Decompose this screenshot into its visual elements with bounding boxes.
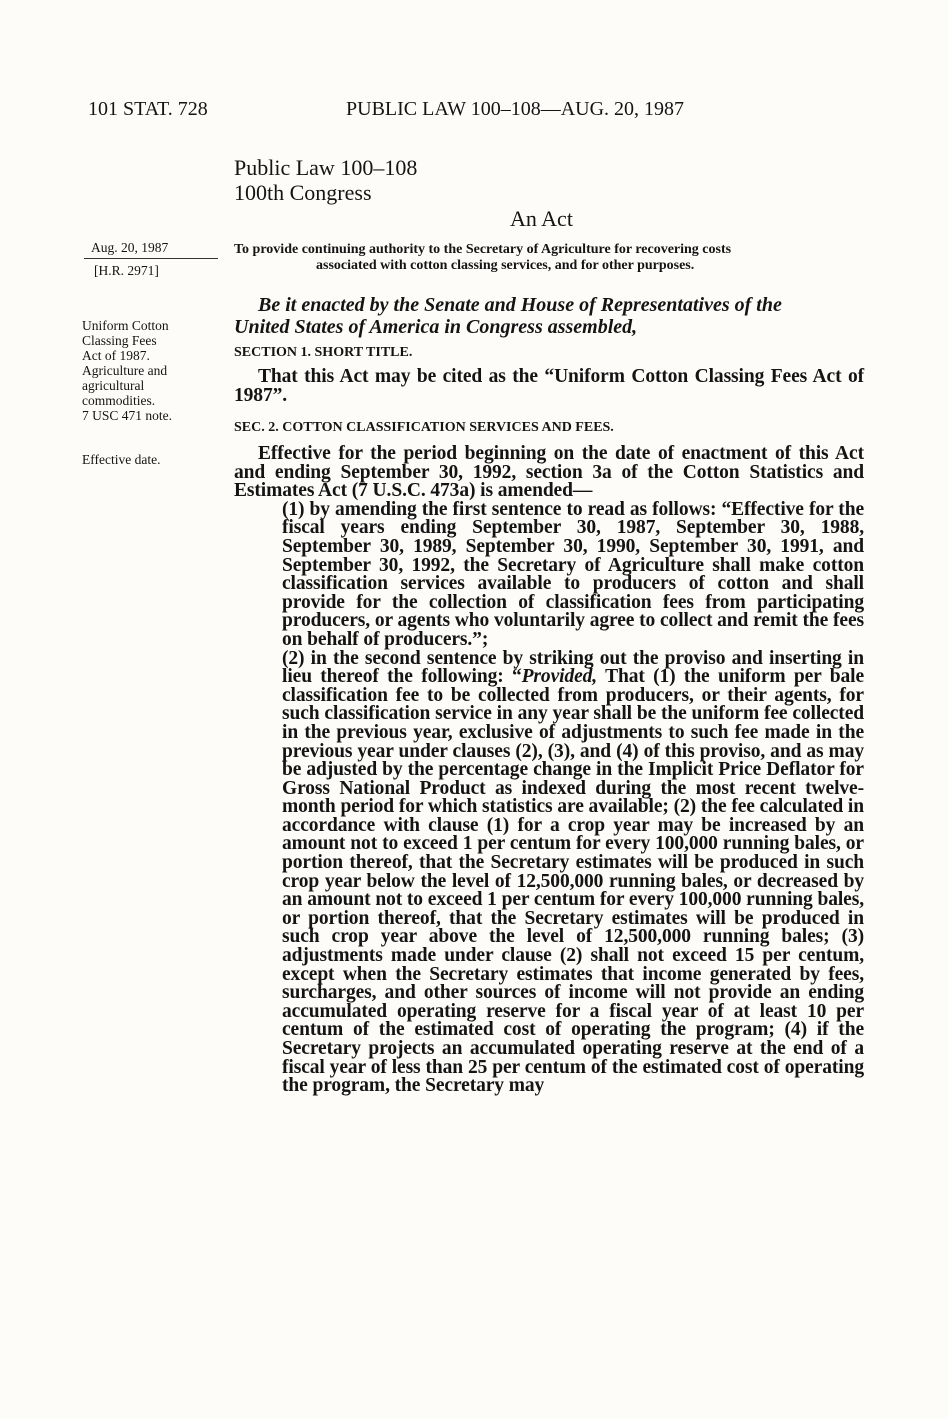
section-2-text bbox=[234, 445, 864, 1096]
margin-rule bbox=[84, 258, 218, 259]
margin-effective-date: Effective date. bbox=[82, 452, 161, 467]
margin-notes bbox=[82, 318, 222, 423]
item-1-lead: (1) by amending the first sentence to read as follows: bbox=[282, 498, 717, 520]
running-title: PUBLIC LAW 100–108—AUG. 20, 1987 bbox=[346, 98, 685, 120]
margin-note: commodities. bbox=[82, 393, 156, 408]
enacting-clause bbox=[234, 294, 864, 338]
purpose-line: To provide continuing authority to the Secretary of Agriculture for recovering costs bbox=[234, 242, 732, 257]
margin-note: Act of 1987. bbox=[82, 348, 150, 363]
act-purpose bbox=[234, 242, 862, 274]
margin-note: agricultural bbox=[82, 378, 145, 393]
item-2-lead: (2) in the second sentence by striking out the proviso and inserting in lieu thereof the following: “ bbox=[282, 647, 864, 688]
amendment-item-1 bbox=[234, 498, 864, 650]
section-1-text bbox=[234, 368, 864, 405]
enacting-line: United States of America in Congress assembled, bbox=[234, 316, 638, 338]
margin-note: Agriculture and bbox=[82, 363, 168, 378]
item-2-text: That (1) the uniform per bale classification fee to be collected from producers, or their agents, for such classification service in any year shall be the uniform fee collected in the previous year, exclusive of adjustments to such fee made in the previous year under clauses (2), (3), and (4) of this proviso, and as may be adjusted by the percentage change in the Implicit Price Deflator for Gross National Product as indexed during the most recent twelve-month period for which statistics are available; (2) the fee calculated in accordance with clause (1) for a crop year may be increased by an amount not to exceed 1 per centum for every 100,000 running bales, or portion thereof, that the Secretary estimates will be produced in such crop year below the level of 12,500,000 running bales, or decreased by an amount not to exceed 1 per centum for every 100,000 running bales, or portion thereof, that the Secretary estimates will be produced in such crop year above the level of 12,500,000 running bales; (3) adjustments made under clause (2) shall not exceed 15 per centum, except when the Secretary estimates that income generated by fees, surcharges, and other sources of income will not provide an ending accumulated operating reserve for a fiscal year of at least 10 per centum of the estimated cost of operating the program; (4) if the Secretary projects an accumulated operating reserve at the end of a fiscal year of less than 25 per centum of the estimated cost of operating the program, the Secretary may bbox=[282, 666, 865, 1097]
section-2-heading: SEC. 2. COTTON CLASSIFICATION SERVICES AND FEES. bbox=[234, 420, 614, 435]
item-2-provided: Provided, bbox=[521, 666, 598, 688]
an-act-heading: An Act bbox=[510, 206, 573, 231]
section-2-intro: Effective for the period beginning on the date of enactment of this Act and ending September 30, 1992, section 3a of the Cotton Statistics and Estimates Act (7 U.S.C. 473a) is amended— bbox=[234, 443, 864, 502]
margin-date: Aug. 20, 1987 bbox=[91, 240, 169, 255]
margin-bill-number: [H.R. 2971] bbox=[94, 263, 159, 278]
margin-note: Uniform Cotton bbox=[82, 318, 169, 333]
amendment-item-2 bbox=[234, 647, 865, 1097]
margin-note: Classing Fees bbox=[82, 333, 157, 348]
stat-page-number: 101 STAT. 728 bbox=[88, 98, 208, 120]
section-1-heading: SECTION 1. SHORT TITLE. bbox=[234, 345, 413, 360]
public-law-title: Public Law 100–108 bbox=[234, 155, 418, 180]
purpose-line: associated with cotton classing services, and for other purposes. bbox=[316, 258, 695, 273]
margin-note: 7 USC 471 note. bbox=[82, 408, 173, 423]
section-1-paragraph: That this Act may be cited as the “Uniform Cotton Classing Fees Act of 1987”. bbox=[234, 366, 864, 406]
congress-label: 100th Congress bbox=[234, 180, 372, 205]
enacting-line: Be it enacted by the Senate and House of Representatives of the bbox=[258, 294, 782, 316]
item-1-quote: “Effective for the fiscal years ending September 30, 1987, September 30, 1988, September 30, 1989, September 30, 1990, September 30, 1991, and September 30, 1992, the Secretary of Agriculture shall make cotton classification services available to producers of cotton and shall provide for the collection of classification fees from participating producers, or agents who voluntarily agree to collect and remit the fees on behalf of producers.”; bbox=[282, 498, 864, 650]
